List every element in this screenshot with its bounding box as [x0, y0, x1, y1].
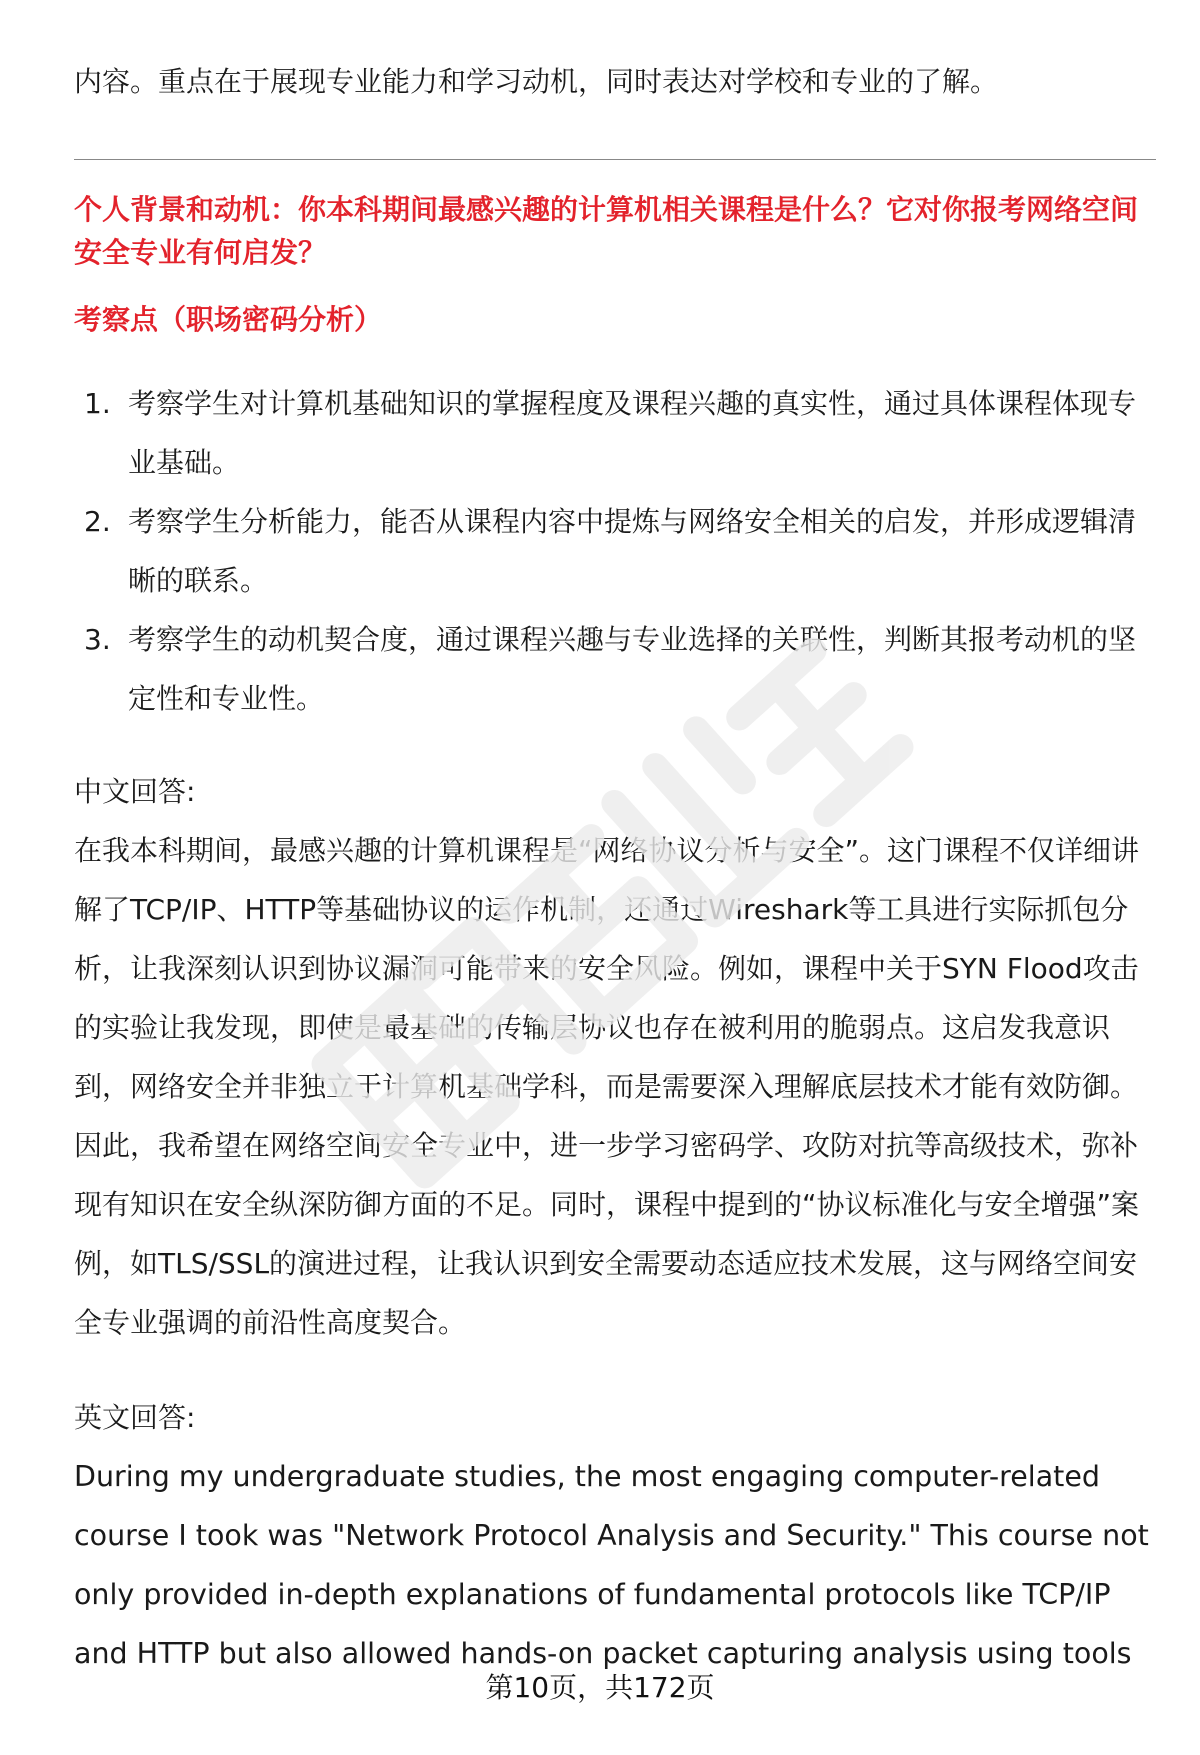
- exam-point-text: 考察学生的动机契合度，通过课程兴趣与专业选择的关联性，判断其报考动机的坚定性和专业性。: [128, 623, 1137, 715]
- exam-points-list: [74, 374, 1156, 728]
- exam-point-number: 3.: [84, 623, 111, 656]
- exam-point-number: 1.: [84, 387, 111, 420]
- section-divider: [74, 159, 1156, 160]
- exam-point-text: 考察学生分析能力，能否从课程内容中提炼与网络安全相关的启发，并形成逻辑清晰的联系。: [128, 505, 1137, 597]
- english-answer-section: [74, 1388, 1156, 1683]
- page-footer: 第10页，共172页: [485, 1671, 715, 1704]
- chinese-answer-text: 在我本科期间，最感兴趣的计算机课程是“网络协议分析与安全”。这门课程不仅详细讲解了TCP/IP、HTTP等基础协议的运作机制，还通过Wireshark等工具进行实际抓包分析，让我深刻认识到协议漏洞可能带来的安全风险。例如，课程中关于SYN Flood攻击的实验让我发现，即使是最基础的传输层协议也存在被利用的脆弱点。这启发我意识到，网络安全并非独立于计算机基础学科，而是需要深入理解底层技术才能有效防御。因此，我希望在网络空间安全专业中，进一步学习密码学、攻防对抗等高级技术，弥补现有知识在安全纵深防御方面的不足。同时，课程中提到的“协议标准化与安全增强”案例，如TLS/SSL的演进过程，让我认识到安全需要动态适应技术发展，这与网络空间安全专业强调的前沿性高度契合。: [74, 834, 1140, 1339]
- document-page: [74, 0, 1156, 1755]
- question-heading: 个人背景和动机：你本科期间最感兴趣的计算机相关课程是什么？它对你报考网络空间安全专业有何启发？: [74, 193, 1139, 269]
- intro-paragraph: 内容。重点在于展现专业能力和学习动机，同时表达对学校和专业的了解。: [74, 65, 999, 98]
- exam-point-number: 2.: [84, 505, 111, 538]
- exam-points-heading: 考察点（职场密码分析）: [74, 303, 383, 336]
- chinese-answer-label: 中文回答:: [74, 775, 196, 808]
- exam-point-item: [74, 374, 1156, 492]
- english-answer-text: During my undergraduate studies, the most engaging computer-related course I took was "Network Protocol Analysis and Security." This course not only provided in-depth explanations of fundamental protocols like TCP/IP and HTTP but also allowed hands-on packet capturing analysis using tools: [74, 1460, 1149, 1670]
- exam-point-item: [74, 610, 1156, 728]
- exam-point-text: 考察学生对计算机基础知识的掌握程度及课程兴趣的真实性，通过具体课程体现专业基础。: [128, 387, 1137, 479]
- chinese-answer-section: [74, 762, 1156, 1352]
- exam-point-item: [74, 492, 1156, 610]
- english-answer-label: 英文回答:: [74, 1401, 196, 1434]
